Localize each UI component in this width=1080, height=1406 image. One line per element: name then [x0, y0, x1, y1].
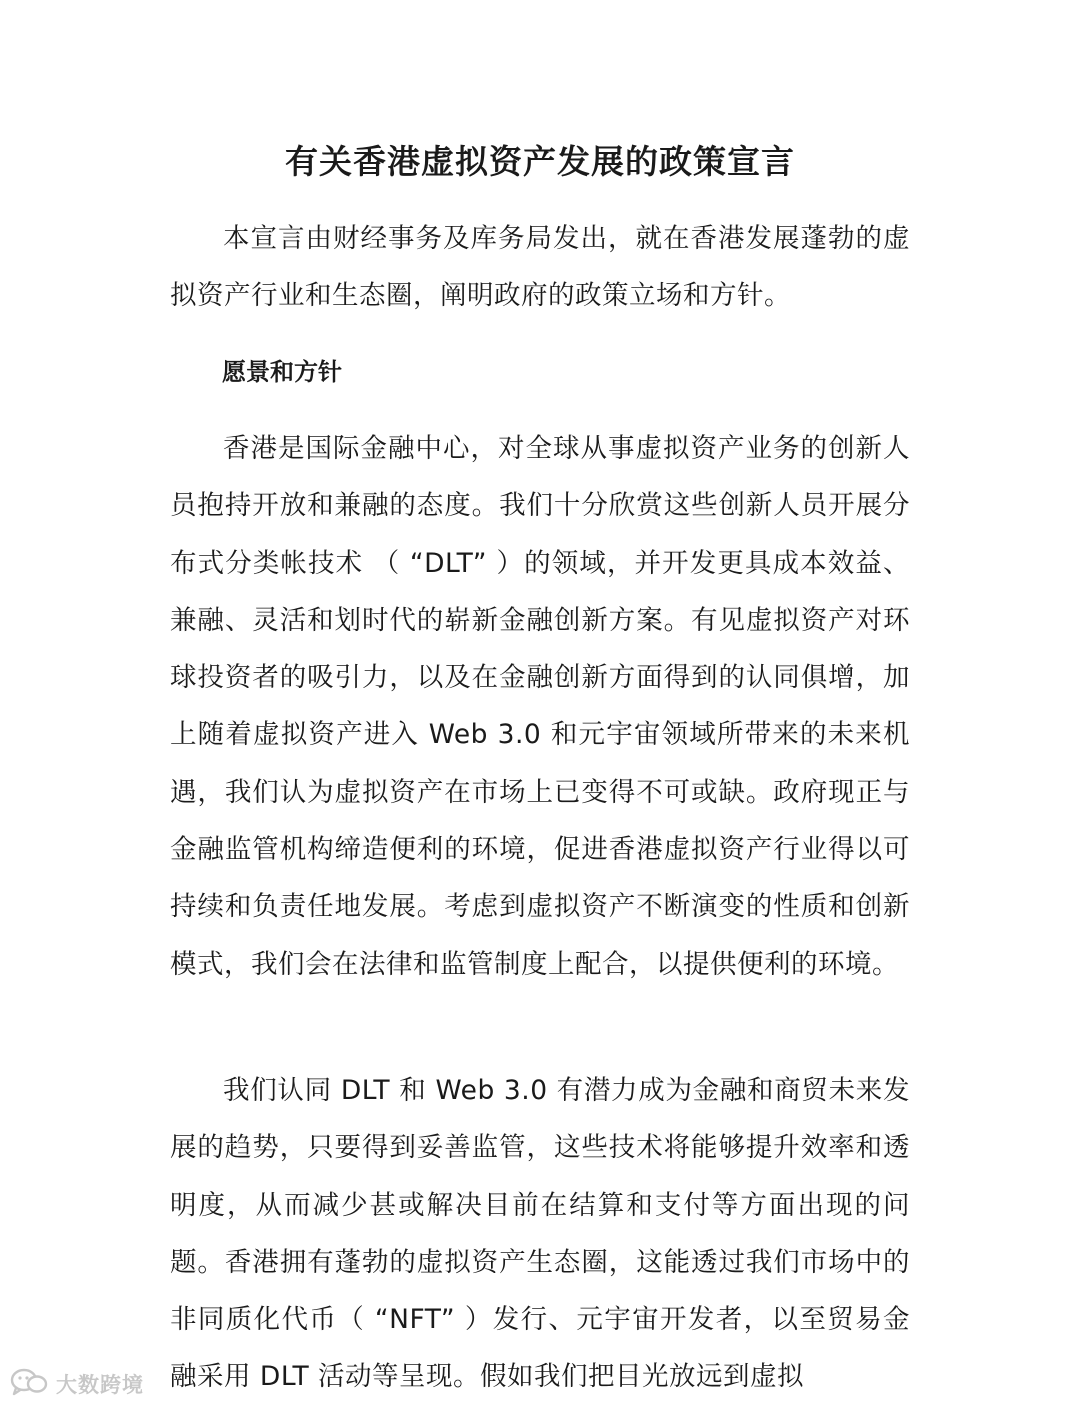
section-heading: 愿景和方针 — [222, 358, 342, 386]
watermark — [10, 1364, 144, 1404]
wechat-logo-icon — [10, 1367, 48, 1401]
document-title: 有关香港虚拟资产发展的政策宣言 — [285, 142, 795, 181]
watermark-text: 大数跨境 — [56, 1373, 144, 1397]
intro-paragraph: 本宣言由财经事务及库务局发出，就在香港发展蓬勃的虚拟资产行业和生态圈，阐明政府的政策立场和方针。 — [170, 223, 910, 312]
body-paragraph-1: 香港是国际金融中心，对全球从事虚拟资产业务的创新人员抱持开放和兼融的态度。我们十分欣赏这些创新人员开展分布式分类帐技术 （ “DLT” ）的领域，并开发更具成本效益、兼融、灵活和划时代的崭新金融创新方案。有见虚拟资产对环球投资者的吸引力，以及在金融创新方面得到的认同俱增，加上随着虚拟资产进入 Web 3.0 和元宇宙领域所带来的未来机遇，我们认为虚拟资产在市场上已变得不可或缺。政府现正与金融监管机构缔造便利的环境，促进香港虚拟资产行业得以可持续和负责任地发展。考虑到虚拟资产不断演变的性质和创新模式，我们会在法律和监管制度上配合，以提供便利的环境。 — [170, 433, 910, 980]
body-paragraph-2: 我们认同 DLT 和 Web 3.0 有潜力成为金融和商贸未来发展的趋势，只要得到妥善监管，这些技术将能够提升效率和透明度，从而减少甚或解决目前在结算和支付等方面出现的问题。香港拥有蓬勃的虚拟资产生态圈，这能透过我们市场中的非同质化代币（ “NFT” ）发行、元宇宙开发者，以至贸易金融采用 DLT 活动等呈现。假如我们把目光放远到虚拟 — [170, 1075, 910, 1393]
